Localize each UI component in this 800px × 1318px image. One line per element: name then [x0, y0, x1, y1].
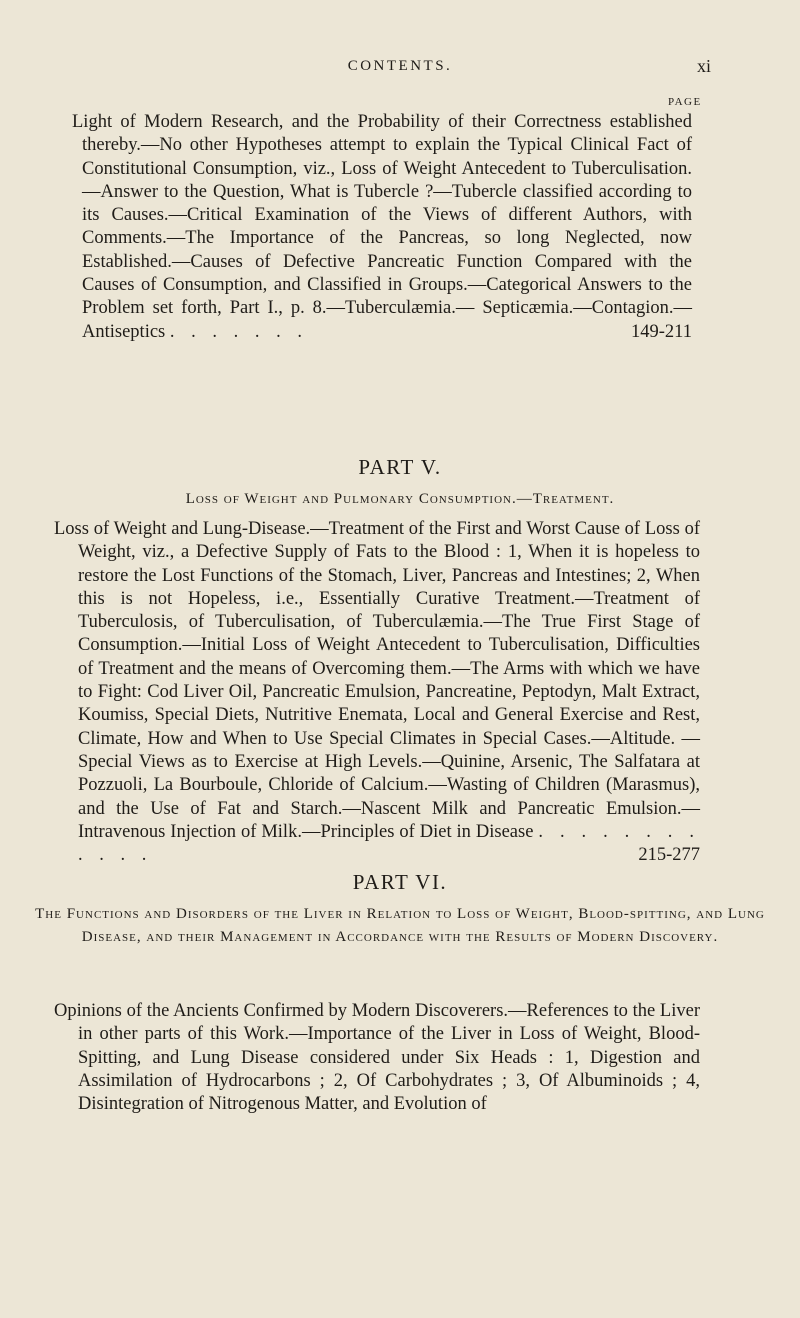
dot-leader: . . . . . . . . . . . .: [78, 821, 701, 866]
part-subtitle: The Functions and Disorders of the Liver in Relation to Loss of Weight, Blood-spitting, and Lung Disease, and their Management in Accordance with the Results of Modern Discovery.: [35, 906, 765, 945]
part-subtitle: Loss of Weight and Pulmonary Consumption.—Treatment.: [185, 491, 615, 507]
contents-entry: [72, 111, 692, 344]
entry-text: Loss of Weight and Lung-Disease.—Treatment of the First and Worst Cause of Loss of Weight, viz., a Defective Supply of Fats to the Blood : 1, When it is hopeless to restore the Lost Functions of the Stomach, Liver, Pancreas and Intestines; 2, When this is not Hopeless, i.e., Essentially Curative Treatment.—Treatment of Tuberculosis, of Tuberculisation, of Tuberculæmia.—The True First Stage of Consumption.—Initial Loss of Weight Antecedent to Tuberculisation, Difficulties of Treatment and the means of Overcoming them.—The Arms with which we have to Fight: Cod Liver Oil, Pancreatic Emulsion, Pancreatine, Peptodyn, Malt Extract, Koumiss, Special Diets, Nutritive Enemata, Local and General Exercise and Rest, Climate, How and When to Use Special Climates in Special Cases.—Altitude. —Special Views as to Exercise at High Levels.—Quinine, Arsenic, The Salfatara at Pozzuoli, La Bourboule, Chloride of Calcium.—Wasting of Children (Marasmus), and the Use of Fat and Starch.—Nascent Milk and Pancreatic Emulsion.—Intravenous Injection of Milk.—Principles of Diet in Disease: [54, 519, 700, 842]
part-heading: PART VI.: [352, 870, 448, 894]
contents-entry: [54, 1000, 700, 1116]
page-column-label: PAGE: [668, 96, 702, 108]
page-number: xi: [697, 56, 712, 76]
dot-leader: . . . . . . .: [169, 321, 308, 342]
contents-entry: [54, 518, 700, 867]
entry-text: Light of Modern Research, and the Probability of their Correctness established thereby.—No other Hypotheses attempt to explain the Typical Clinical Fact of Constitutional Consumption, viz., Loss of Weight Antecedent to Tuberculisation.—Answer to the Question, What is Tubercle ?—Tubercle classified according to its Causes.—Critical Examination of the Views of different Authors, with Comments.—The Importance of the Pancreas, so long Neglected, now Established.—Causes of Defective Pancreatic Function Compared with the Causes of Consumption, and Classified in Groups.—Categorical Answers to the Problem set forth, Part I., p. 8.—Tuberculæmia.— Septicæmia.—Contagion.—Antiseptics: [72, 112, 692, 342]
page-range: 215-277: [638, 845, 700, 866]
page-range: 149-211: [631, 321, 692, 342]
page-header: [0, 58, 800, 84]
entry-text: Opinions of the Ancients Confirmed by Modern Discoverers.—References to the Liver in other parts of this Work.—Importance of the Liver in Loss of Weight, Blood-Spitting, and Lung Disease considered under Six Heads : 1, Digestion and Assimilation of Hydrocarbons ; 2, Of Carbohydrates ; 3, Of Albuminoids ; 4, Disintegration of Nitrogenous Matter, and Evolution of: [54, 1001, 700, 1115]
running-head: CONTENTS.: [347, 58, 453, 74]
part-heading: PART V.: [358, 455, 442, 479]
